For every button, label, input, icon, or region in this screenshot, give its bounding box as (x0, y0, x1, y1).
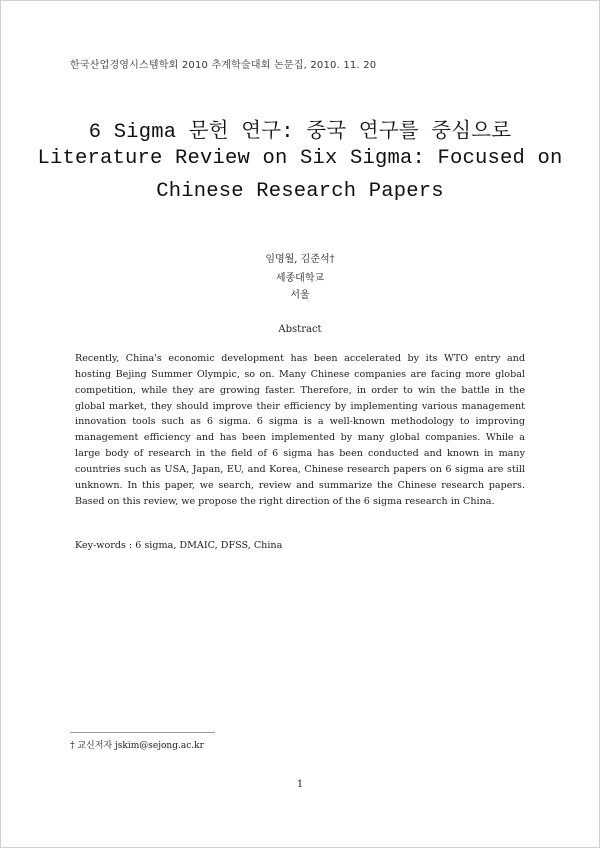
corresponding-author-footnote: † 교신저자 jskim@sejong.ac.kr (70, 741, 204, 751)
author-city: 서울 (290, 290, 310, 301)
abstract-body: Recently, China's economic development has been accelerated by its WTO entry and hosting Bejing Summer Olympic, so on. Many Chinese companies are facing more global competition, while they are growing faster. Therefore, in order to win the battle in the global market, they should improve their efficiency by implementing various management innovation tools such as 6 sigma. 6 sigma is a well-known methodology to improving management efficiency and has been implemented by many global companies. While a large body of research in the field of 6 sigma has been conducted and known in many countries such as USA, Japan, EU, and Korea, Chinese research papers on 6 sigma are still unknown. In this paper, we search, review and summarize the Chinese research papers. Based on this review, we propose the right direction of the 6 sigma research in China. (75, 353, 525, 507)
title-english-line1: Literature Review on Six Sigma: Focused on (37, 147, 563, 170)
author-affiliation: 세종대학교 (275, 273, 325, 284)
keywords: Key-words : 6 sigma, DMAIC, DFSS, China (75, 540, 283, 551)
abstract-heading: Abstract (278, 324, 322, 335)
footnote-divider (70, 732, 215, 733)
title-english-line2: Chinese Research Papers (156, 180, 444, 203)
running-head: 한국산업경영시스템학회 2010 추계학술대회 논문집, 2010. 11. 20 (70, 60, 377, 71)
title-korean: 6 Sigma 문헌 연구: 중국 연구를 중심으로 (88, 121, 512, 144)
page-number: 1 (296, 779, 304, 790)
author-names: 임명월, 김준석† (265, 254, 335, 265)
